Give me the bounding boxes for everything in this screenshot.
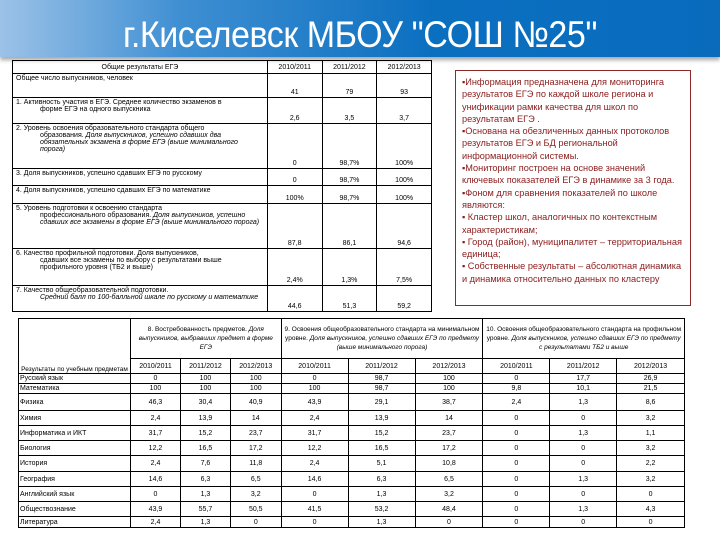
subject-row [19,472,685,487]
value-cell: 1,3 [348,517,415,528]
value-cell: 1,3 [550,426,617,441]
row-label-text: Общее число выпускников, человек [16,75,133,82]
value-cell: 14,6 [281,472,348,487]
group-title: 8. Востребованность предметов. [147,326,247,333]
table-row [13,249,432,286]
subject-name: Литература [19,517,131,528]
subject-row [19,411,685,426]
row-label [13,169,268,186]
value-cell: 100 [180,374,230,384]
value-cell: 0 [267,124,322,169]
year-header: 2012/2013 [377,61,432,74]
year-header: 2010/2011 [131,359,181,374]
value-cell: 14,6 [131,472,181,487]
value-cell: 98,7% [322,186,377,204]
row-label-cont [16,132,264,153]
row-label-text: 1. Активность участия в ЕГЭ. Среднее количество экзаменов в [16,99,222,106]
value-cell: 1,3 [550,472,617,487]
value-cell: 0 [483,456,550,472]
row-label [13,98,268,124]
value-cell: 2,4 [281,411,348,426]
value-cell: 2,4 [483,394,550,411]
page-title: г.Киселевск МБОУ "СОШ №25" [123,14,597,55]
value-cell: 53,2 [348,502,415,517]
value-cell: 0 [483,502,550,517]
group-title: 10. Освоения общеобразовательного стандарта на профильном уровне. [486,326,682,342]
group-header [483,319,685,359]
row-label-text2: сдавших все экзамены по выбору с результатами выше профильного уровня (ТБ2 и выше) [40,257,222,271]
value-cell: 15,2 [180,426,230,441]
value-cell: 2,4 [131,456,181,472]
group-subtitle: Доля выпускников, успешно сдавших ЕГЭ по предмету (выше минимального порога) [309,335,479,351]
value-cell: 0 [415,517,483,528]
year-header: 2011/2012 [348,359,415,374]
value-cell: 98,7 [348,374,415,384]
value-cell: 1,3 [348,487,415,502]
value-cell: 2,4 [131,517,181,528]
value-cell: 31,7 [131,426,181,441]
subject-name: Биология [19,441,131,456]
value-cell: 87,8 [267,204,322,249]
value-cell: 0 [267,169,322,186]
value-cell: 86,1 [322,204,377,249]
subject-name: Информатика и ИКТ [19,426,131,441]
value-cell: 17,7 [550,374,617,384]
value-cell: 0 [483,411,550,426]
value-cell: 0 [281,487,348,502]
table-header-row [13,61,432,74]
value-cell: 29,1 [348,394,415,411]
subject-row [19,441,685,456]
value-cell: 100 [230,374,281,384]
value-cell: 17,2 [415,441,483,456]
row-label [13,74,268,98]
value-cell: 3,5 [322,98,377,124]
value-cell: 79 [322,74,377,98]
subject-name: Обществознание [19,502,131,517]
value-cell: 1,3 [550,394,617,411]
value-cell: 100 [415,374,483,384]
row-label-cont [16,212,264,226]
info-bullet: ▪Фоном для сравнения показателей по школе являются: [462,187,658,210]
value-cell: 43,9 [131,502,181,517]
value-cell: 0 [281,374,348,384]
year-header: 2012/2013 [415,359,483,374]
value-cell: 41 [267,74,322,98]
group-subtitle: Доля выпускников, успешно сдавших ЕГЭ по предмету с результатами ТБ2 и выше [511,335,681,351]
row-label [13,124,268,169]
value-cell: 8,6 [617,394,685,411]
info-bullet: ▪ Собственные результаты – абсолютная динамика и динамика относительно данных по кластеру [462,261,682,284]
info-bullet: ▪ Город (район), муниципалитет – территориальная единица; [462,236,682,260]
subject-row [19,384,685,394]
subjects-header: Результаты по учебным предметам [19,319,131,374]
value-cell: 1,3 [180,487,230,502]
table-row [13,98,432,124]
value-cell: 3,2 [617,441,685,456]
value-cell: 0 [483,426,550,441]
general-results-table [12,60,432,312]
row-label-text: 2. Уровень освоения образовательного стандарта общего [16,125,205,132]
value-cell: 40,9 [230,394,281,411]
subject-results-table [18,318,685,528]
value-cell: 12,2 [131,441,181,456]
value-cell: 0 [483,441,550,456]
row-label-cont [16,294,264,301]
value-cell: 1,3 [180,517,230,528]
row-label-text: 6. Качество профильной подготовки. Доля выпускников, [16,250,199,257]
subject-row [19,374,685,384]
row-label [13,249,268,286]
row-label [13,286,268,312]
value-cell: 16,5 [348,441,415,456]
value-cell: 0 [131,374,181,384]
value-cell: 2,4% [267,249,322,286]
subject-name: Химия [19,411,131,426]
info-bullet: ▪Информация предназначена для мониторинга результатов ЕГЭ по каждой школе региона и унификации рамки качества для школ по результатам ЕГЭ . [462,77,664,124]
value-cell: 2,6 [267,98,322,124]
value-cell: 100 [281,384,348,394]
group-title: 9. Освоения общеобразовательного стандарта на минимальном уровне. [284,326,480,342]
row-label-cont [16,257,264,271]
value-cell: 0 [281,517,348,528]
value-cell: 6,5 [230,472,281,487]
value-cell: 0 [131,487,181,502]
row-label [13,186,268,204]
table-row [13,124,432,169]
row-label-text: 7. Качество общеобразовательной подготовки. [16,287,169,294]
value-cell: 1,3% [322,249,377,286]
value-cell: 0 [483,374,550,384]
value-cell: 43,9 [281,394,348,411]
value-cell: 100% [377,169,432,186]
value-cell: 98,7% [322,124,377,169]
info-bullet: ▪Основана на обезличенных данных протоколов результатов ЕГЭ и БД региональной информационной системы. [462,126,670,161]
subject-row [19,456,685,472]
row-label-text: 4. Доля выпускников, успешно сдавших ЕГЭ по математике [16,187,211,194]
value-cell: 17,2 [230,441,281,456]
value-cell: 10,1 [550,384,617,394]
subject-row [19,487,685,502]
value-cell: 41,5 [281,502,348,517]
value-cell: 50,5 [230,502,281,517]
table-row [13,169,432,186]
info-box [455,70,691,306]
table-row [13,204,432,249]
value-cell: 16,5 [180,441,230,456]
value-cell: 13,9 [348,411,415,426]
value-cell: 15,2 [348,426,415,441]
value-cell: 5,1 [348,456,415,472]
row-label-italic: Средний балл по 100-балльной шкале по русскому и математике [40,294,259,301]
row-label-text2: профессионального образования. [40,212,152,219]
value-cell: 3,2 [617,411,685,426]
year-header: 2011/2012 [180,359,230,374]
group-subtitle: Доля выпускников, выбравших предмет в форме ЕГЭ [138,326,273,351]
value-cell: 21,5 [617,384,685,394]
value-cell: 59,2 [377,286,432,312]
row-label-cont [16,106,264,113]
year-header: 2010/2011 [267,61,322,74]
value-cell: 0 [550,411,617,426]
value-cell: 26,9 [617,374,685,384]
value-cell: 94,6 [377,204,432,249]
row-label-text: 3. Доля выпускников, успешно сдавших ЕГЭ по русскому [16,170,202,177]
value-cell: 100 [230,384,281,394]
subject-name: Русский язык [19,374,131,384]
value-cell: 2,4 [281,456,348,472]
info-bullet: ▪Мониторинг построен на основе значений ключевых показателей ЕГЭ в динамике за 3 года. [462,163,675,186]
value-cell: 44,6 [267,286,322,312]
subject-name: Математика [19,384,131,394]
value-cell: 1,3 [550,502,617,517]
value-cell: 38,7 [415,394,483,411]
value-cell: 6,5 [415,472,483,487]
year-header: 2010/2011 [281,359,348,374]
value-cell: 0 [550,456,617,472]
value-cell: 3,7 [377,98,432,124]
year-header: 2012/2013 [230,359,281,374]
table-row [13,286,432,312]
value-cell: 9,8 [483,384,550,394]
subject-name: География [19,472,131,487]
value-cell: 7,5% [377,249,432,286]
value-cell: 13,9 [180,411,230,426]
value-cell: 10,8 [415,456,483,472]
value-cell: 0 [550,517,617,528]
group-header [131,319,282,359]
value-cell: 2,2 [617,456,685,472]
value-cell: 100% [267,186,322,204]
table-row [13,74,432,98]
value-cell: 7,6 [180,456,230,472]
row-label-text2: форме ЕГЭ на одного выпускника [40,106,151,113]
header-label: Общие результаты ЕГЭ [13,61,268,74]
group-header-row [19,319,685,359]
value-cell: 3,2 [230,487,281,502]
value-cell: 0 [483,517,550,528]
subject-name: История [19,456,131,472]
value-cell: 14 [230,411,281,426]
year-header: 2012/2013 [617,359,685,374]
value-cell: 2,4 [131,411,181,426]
row-label-text: 5. Уровень подготовки к освоению стандарта [16,205,163,212]
value-cell: 98,7 [348,384,415,394]
year-header: 2011/2012 [322,61,377,74]
value-cell: 4,3 [617,502,685,517]
value-cell: 100% [377,124,432,169]
value-cell: 0 [230,517,281,528]
value-cell: 100% [377,186,432,204]
value-cell: 0 [550,487,617,502]
subject-row [19,502,685,517]
subject-row [19,517,685,528]
subject-row [19,394,685,411]
value-cell: 48,4 [415,502,483,517]
value-cell: 30,4 [180,394,230,411]
row-label-italic: Доля выпускников, успешно сдавших все экзамены в форме ЕГЭ (выше минимального порога) [40,212,260,226]
row-label-text2: образования. [40,132,84,139]
value-cell: 0 [550,441,617,456]
value-cell: 100 [415,384,483,394]
value-cell: 98,7% [322,169,377,186]
value-cell: 3,2 [617,472,685,487]
value-cell: 100 [180,384,230,394]
value-cell: 0 [617,517,685,528]
value-cell: 6,3 [348,472,415,487]
value-cell: 0 [617,487,685,502]
value-cell: 1,1 [617,426,685,441]
title-banner [0,0,720,57]
row-label-italic: Доля выпускников, успешно сдавших два обязательных экзамена в форме ЕГЭ (выше минимального порога) [40,132,238,153]
value-cell: 46,3 [131,394,181,411]
value-cell: 3,2 [415,487,483,502]
value-cell: 93 [377,74,432,98]
year-header: 2011/2012 [550,359,617,374]
value-cell: 14 [415,411,483,426]
info-bullet: ▪ Кластер школ, аналогичных по контекстным характеристикам; [462,212,658,235]
value-cell: 11,8 [230,456,281,472]
value-cell: 100 [131,384,181,394]
value-cell: 23,7 [415,426,483,441]
value-cell: 12,2 [281,441,348,456]
year-header: 2010/2011 [483,359,550,374]
value-cell: 6,3 [180,472,230,487]
value-cell: 55,7 [180,502,230,517]
subject-name: Физика [19,394,131,411]
subject-row [19,426,685,441]
row-label [13,204,268,249]
value-cell: 31,7 [281,426,348,441]
group-header [281,319,483,359]
value-cell: 51,3 [322,286,377,312]
table-row [13,186,432,204]
value-cell: 23,7 [230,426,281,441]
value-cell: 0 [483,472,550,487]
value-cell: 0 [483,487,550,502]
subject-name: Английский язык [19,487,131,502]
